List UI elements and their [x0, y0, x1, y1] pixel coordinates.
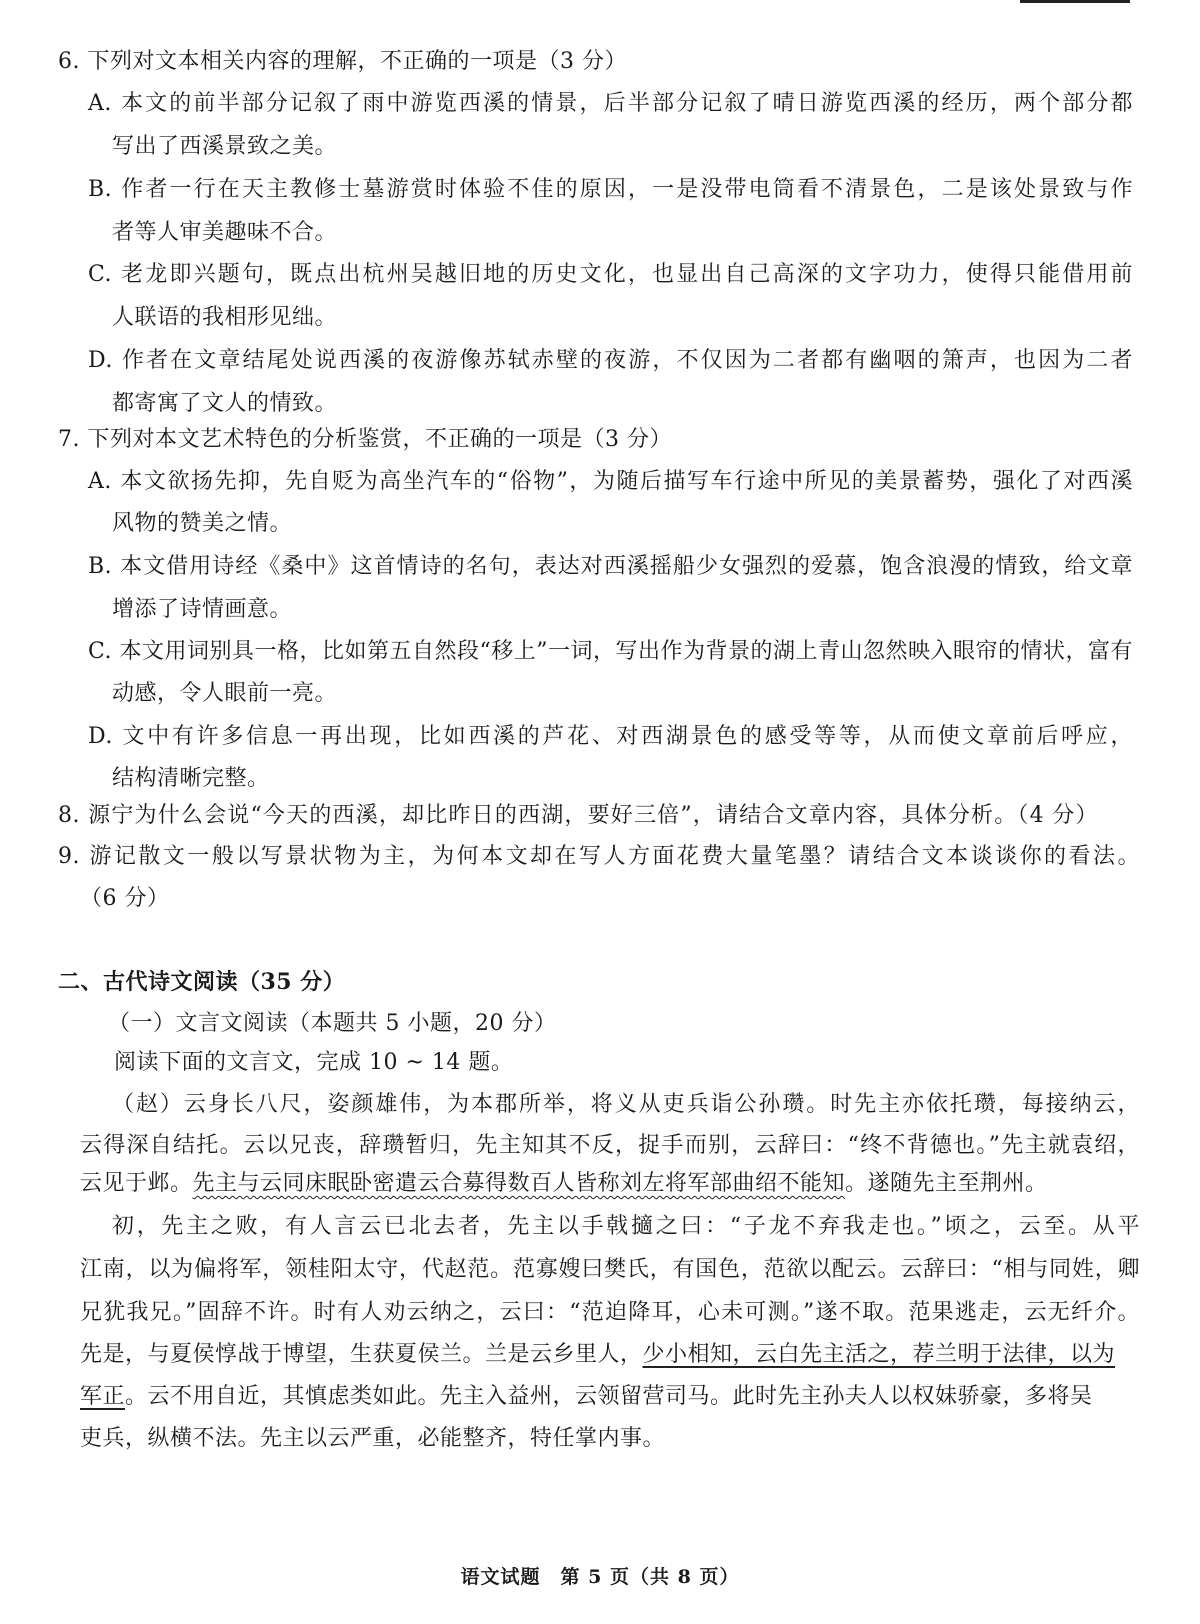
q7-option-a-line2: 风物的赞美之情。 — [112, 511, 293, 536]
wavy-underlined-sentence: 先主与云同床眠卧密遣云合募得数百人皆称刘左将军部曲绍不能知 — [192, 1171, 846, 1196]
q8-text: 8. 源宁为什么会说“今天的西溪，却比昨日的西湖，要好三倍”，请结合文章内容，具体分析。（4 分） — [58, 803, 1098, 828]
q7-option-c-line1: C. 本文用词别具一格，比如第五自然段“移上”一词，写出作为背景的湖上青山忽然映入眼帘的情状，富有 — [88, 639, 1134, 664]
q6-option-a-line2: 写出了西溪景致之美。 — [112, 134, 338, 159]
page-footer: 语文试题 第 5 页（共 8 页） — [460, 1566, 740, 1588]
section2-subsection: （一）文言文阅读（本题共 5 小题，20 分） — [108, 1011, 557, 1036]
q7-option-d-line2: 结构清晰完整。 — [112, 766, 270, 791]
top-edge-rule — [1020, 0, 1130, 3]
passage-p2-line4 — [80, 1339, 1115, 1371]
passage-p2-line6: 吏兵，纵横不法。先主以云严重，必能整齐，特任掌内事。 — [80, 1426, 666, 1451]
q6-stem: 6. 下列对文本相关内容的理解，不正确的一项是（3 分） — [58, 49, 627, 74]
passage-p1-line2: 云得深自结托。云以兄丧，辞瓒暂归，先主知其不反，捉手而别，云辞曰：“终不背德也。”先主就袁绍， — [80, 1133, 1140, 1158]
passage-p2-line1: 初，先主之败，有人言云已北去者，先主以手戟擿之曰：“子龙不弃我走也。”顷之，云至。从平 — [112, 1214, 1140, 1239]
passage-p2-line3: 兄犹我兄。”固辞不许。时有人劝云纳之，云曰：“范迫降耳，心未可测。”遂不取。范果逃走，云无纤介。 — [80, 1300, 1140, 1325]
q6-option-c-line1: C. 老龙即兴题句，既点出杭州吴越旧地的历史文化，也显出自己高深的文字功力，使得只能借用前 — [88, 262, 1133, 287]
q7-option-a-line1: A. 本文欲扬先抑，先自贬为高坐汽车的“俗物”，为随后描写车行途中所见的美景蓄势，强化了对西溪 — [88, 469, 1133, 494]
passage-p2-line2: 江南，以为偏将军，领桂阳太守，代赵范。范寡嫂曰樊氏，有国色，范欲以配云。云辞曰：“相与同姓，卿 — [80, 1257, 1140, 1282]
underlined-sentence-part2: 军正 — [80, 1384, 126, 1409]
q7-option-d-line1: D. 文中有许多信息一再出现，比如西溪的芦花、对西湖景色的感受等等，从而使文章前后呼应， — [88, 724, 1133, 749]
q7-option-c-line2: 动感，令人眼前一亮。 — [112, 681, 338, 706]
passage-p2-line4-start: 先是，与夏侯惇战于博望，生获夏侯兰。兰是云乡里人， — [80, 1342, 643, 1367]
q6-option-c-line2: 人联语的我相形见绌。 — [112, 305, 338, 330]
passage-p1-line1: （赵）云身长八尺，姿颜雄伟，为本郡所举，将义从吏兵诣公孙瓒。时先主亦依托瓒，每接纳云， — [112, 1092, 1140, 1117]
passage-p2-line5 — [80, 1381, 1093, 1413]
section2-title: 二、古代诗文阅读（35 分） — [58, 969, 346, 995]
q7-stem: 7. 下列对本文艺术特色的分析鉴赏，不正确的一项是（3 分） — [58, 427, 672, 452]
q7-option-b-line2: 增添了诗情画意。 — [112, 597, 293, 622]
q9-line1: 9. 游记散文一般以写景状物为主，为何本文却在写人方面花费大量笔墨？请结合文本谈谈你的看法。 — [58, 844, 1140, 869]
q6-option-b-line1: B. 作者一行在天主教修士墓游赏时体验不佳的原因，一是没带电筒看不清景色，二是该处景致与作 — [88, 177, 1133, 202]
q9-line2: （6 分） — [80, 886, 170, 911]
q7-option-b-line1: B. 本文借用诗经《桑中》这首情诗的名句，表达对西溪摇船少女强烈的爱慕，饱含浪漫的情致，给文章 — [88, 554, 1133, 579]
passage-p1-line3-end: 。遂随先主至荆州。 — [845, 1171, 1048, 1196]
section2-instruction: 阅读下面的文言文，完成 10 ~ 14 题。 — [114, 1050, 514, 1075]
passage-p2-line5-end: 。云不用自近，其慎虑类如此。先主入益州，云领留营司马。此时先主孙夫人以权妹骄豪，多将吴 — [125, 1384, 1093, 1409]
q6-option-d-line1: D. 作者在文章结尾处说西溪的夜游像苏轼赤壁的夜游，不仅因为二者都有幽咽的箫声，也因为二者 — [88, 348, 1133, 373]
underlined-sentence-part1: 少小相知，云白先主活之，荐兰明于法律，以为 — [642, 1342, 1116, 1367]
passage-p1-line3-start: 云见于邺。 — [80, 1171, 193, 1196]
q6-option-d-line2: 都寄寓了文人的情致。 — [112, 391, 338, 416]
q6-option-b-line2: 者等人审美趣味不合。 — [112, 220, 338, 245]
passage-p1-line3 — [80, 1168, 1048, 1200]
q6-option-a-line1: A. 本文的前半部分记叙了雨中游览西溪的情景，后半部分记叙了晴日游览西溪的经历，两个部分都 — [88, 91, 1133, 116]
